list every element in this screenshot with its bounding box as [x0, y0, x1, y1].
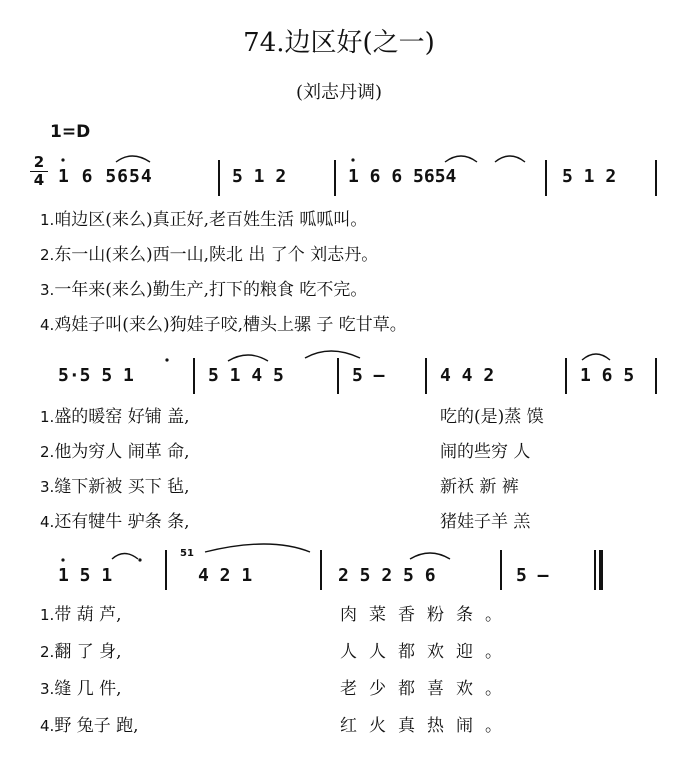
measure-1-2: 5 1 2 [232, 166, 287, 187]
verse-2-4-end: 猪娃子羊 羔 [440, 512, 531, 532]
verse-number: 2. [40, 643, 55, 661]
verse-number: 2. [40, 246, 55, 264]
verse-text: 盛的暖窑 好铺 盖, [54, 407, 190, 427]
verse-number: 1. [40, 211, 55, 229]
measure-2-1: 5·5 5 1 [58, 365, 134, 386]
verse-number: 1. [40, 606, 55, 624]
verse-number: 1. [40, 408, 55, 426]
verse-text: 野 兔子 跑, [54, 716, 139, 736]
measure-3-1: 1 5 1 [58, 565, 113, 586]
verse-3-2-end: 人人都欢迎。 [340, 642, 514, 662]
verse-text: 带 葫 芦, [54, 605, 122, 625]
verse-3-1-end: 肉菜香粉条。 [340, 605, 514, 625]
key-signature: 1=D [50, 122, 91, 142]
song-title: 74.边区好(之一) [243, 28, 435, 58]
verse-number: 2. [40, 443, 55, 461]
verse-text: 一年来(来么)勤生产,打下的粮食 吃不完。 [54, 280, 368, 300]
measure-2-4: 4 4 2 [440, 365, 495, 386]
measure-2-5: 1 6 5 [580, 365, 635, 386]
verse-number: 3. [40, 680, 55, 698]
verse-number: 4. [40, 717, 55, 735]
measure-3-4: 5 — [516, 565, 549, 586]
measure-1-4: 5 1 2 [562, 166, 617, 187]
measure-2-3: 5 — [352, 365, 385, 386]
verse-text: 咱边区(来么)真正好,老百姓生活 呱呱叫。 [54, 210, 368, 230]
verse-text: 东一山(来么)西一山,陕北 出 了个 刘志丹。 [54, 245, 379, 265]
measure-2-2: 5 1 4 5 [208, 365, 284, 386]
verse-2-1-end: 吃的(是)蒸 馍 [440, 407, 544, 427]
verse-number: 4. [40, 513, 55, 531]
verse-number: 4. [40, 316, 55, 334]
song-subtitle: (刘志丹调) [295, 82, 383, 103]
verse-text: 缝下新被 买下 毡, [54, 477, 190, 497]
measure-1-1: 1 6 5654 [58, 166, 153, 187]
measure-3-3: 2 5 2 5 6 [338, 565, 436, 586]
verse-number: 3. [40, 478, 55, 496]
time-signature-bottom: 4 [33, 171, 45, 189]
verse-text: 缝 几 件, [54, 679, 122, 699]
verse-2-3-end: 新袄 新 裤 [440, 477, 519, 497]
measure-3-2: 4 2 1 [198, 565, 253, 586]
verse-number: 3. [40, 281, 55, 299]
time-signature-top: 2 [33, 153, 45, 171]
grace-note: 51 [180, 548, 194, 559]
verse-text: 他为穷人 闹革 命, [54, 442, 190, 462]
verse-3-3-end: 老少都喜欢。 [340, 679, 514, 699]
verse-3-4-end: 红火真热闹。 [340, 716, 514, 736]
verse-text: 翻 了 身, [54, 642, 122, 662]
verse-text: 鸡娃子叫(来么)狗娃子咬,槽头上骡 子 吃甘草。 [54, 315, 407, 335]
measure-1-3: 1 6 6 5654 [348, 166, 457, 187]
verse-text: 还有犍牛 驴条 条, [54, 512, 190, 532]
verse-2-2-end: 闹的些穷 人 [440, 442, 531, 462]
